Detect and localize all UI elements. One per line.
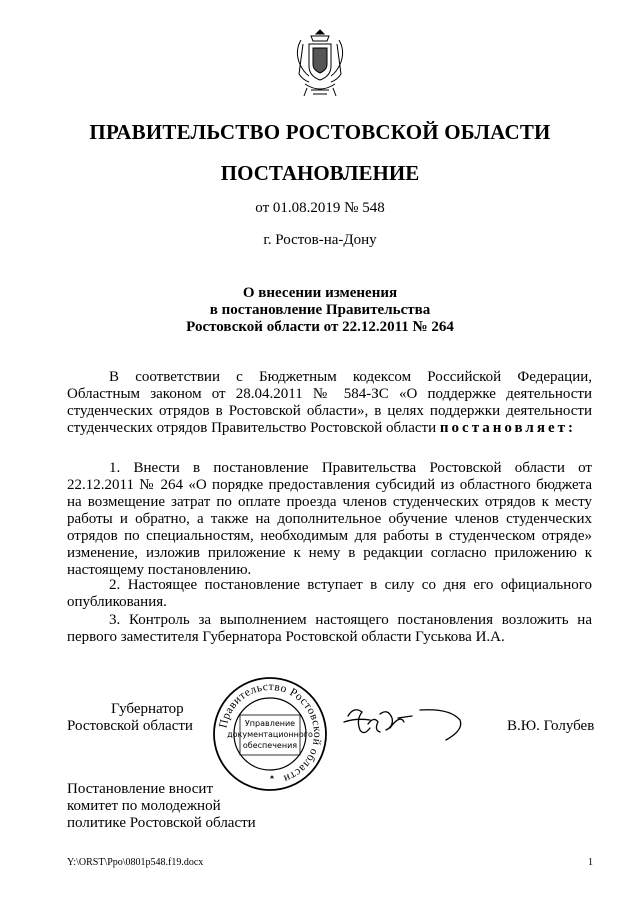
governor-title: Губернатор bbox=[111, 701, 184, 717]
official-seal-icon bbox=[211, 675, 329, 793]
submitter-line: Постановление вносит bbox=[67, 781, 214, 797]
submitter-line: политике Ростовской области bbox=[67, 815, 256, 831]
seal-ring-text: Правительство Ростовской области bbox=[217, 680, 324, 785]
file-path: Y:\ORST\Ppo\0801p548.f19.docx bbox=[67, 857, 204, 868]
handwritten-signature-icon bbox=[340, 702, 470, 750]
governor-name: В.Ю. Голубев bbox=[507, 718, 595, 734]
item-1-paragraph: 1. Внести в постановление Правительства Ростовской области от 22.12.2011 № 264 «О порядке предоставления субсидий из областного бюджета на возмещение затрат по оплате проезда членов студенческих отрядов к месту работы и обратно, а также на дополнительное обучение членов студенческих отрядов по специальностям, необходимым для работы в студенческом отряде» изменение, изложив приложение к нему в редакции согласно приложению к настоящему постановлению. bbox=[67, 460, 592, 578]
subject-line: в постановление Правительства bbox=[209, 302, 431, 318]
subject-line: Ростовской области от 22.12.2011 № 264 bbox=[186, 319, 454, 335]
document-subject bbox=[0, 285, 640, 336]
decree-word: постановляет: bbox=[439, 420, 576, 436]
seal-center-line: документационного bbox=[227, 730, 313, 739]
date-number-line: от 01.08.2019 № 548 bbox=[255, 200, 385, 216]
submitter-block bbox=[67, 781, 256, 832]
coat-of-arms-icon bbox=[293, 26, 347, 100]
seal-center-line: обеспечения bbox=[242, 741, 298, 750]
subject-line: О внесении изменения bbox=[242, 285, 398, 301]
governor-region: Ростовской области bbox=[67, 718, 193, 734]
seal-star-icon bbox=[270, 775, 274, 779]
item-3-paragraph: 3. Контроль за выполнением настоящего постановления возложить на первого заместителя Губернатора Ростовской области Гуськова И.А. bbox=[67, 612, 592, 645]
page-number: 1 bbox=[588, 857, 593, 868]
seal-center-line: Управление bbox=[244, 719, 296, 728]
preamble-paragraph bbox=[67, 369, 592, 437]
organization-title: ПРАВИТЕЛЬСТВО РОСТОВСКОЙ ОБЛАСТИ bbox=[89, 120, 551, 144]
preamble-text: В соответствии с Бюджетным кодексом Российской Федерации, Областным законом от 28.04.2011 № 584-ЗС «О поддержке деятельности студенческих отрядов в Ростовской области», в целях поддержки деятельности студенческих отрядов Правительство Ростовской области bbox=[67, 369, 592, 436]
document-type: ПОСТАНОВЛЕНИЕ bbox=[220, 161, 420, 185]
item-2-paragraph: 2. Настоящее постановление вступает в силу со дня его официального опубликования. bbox=[67, 577, 592, 610]
city-line: г. Ростов-на-Дону bbox=[263, 232, 377, 248]
submitter-line: комитет по молодежной bbox=[67, 798, 221, 814]
